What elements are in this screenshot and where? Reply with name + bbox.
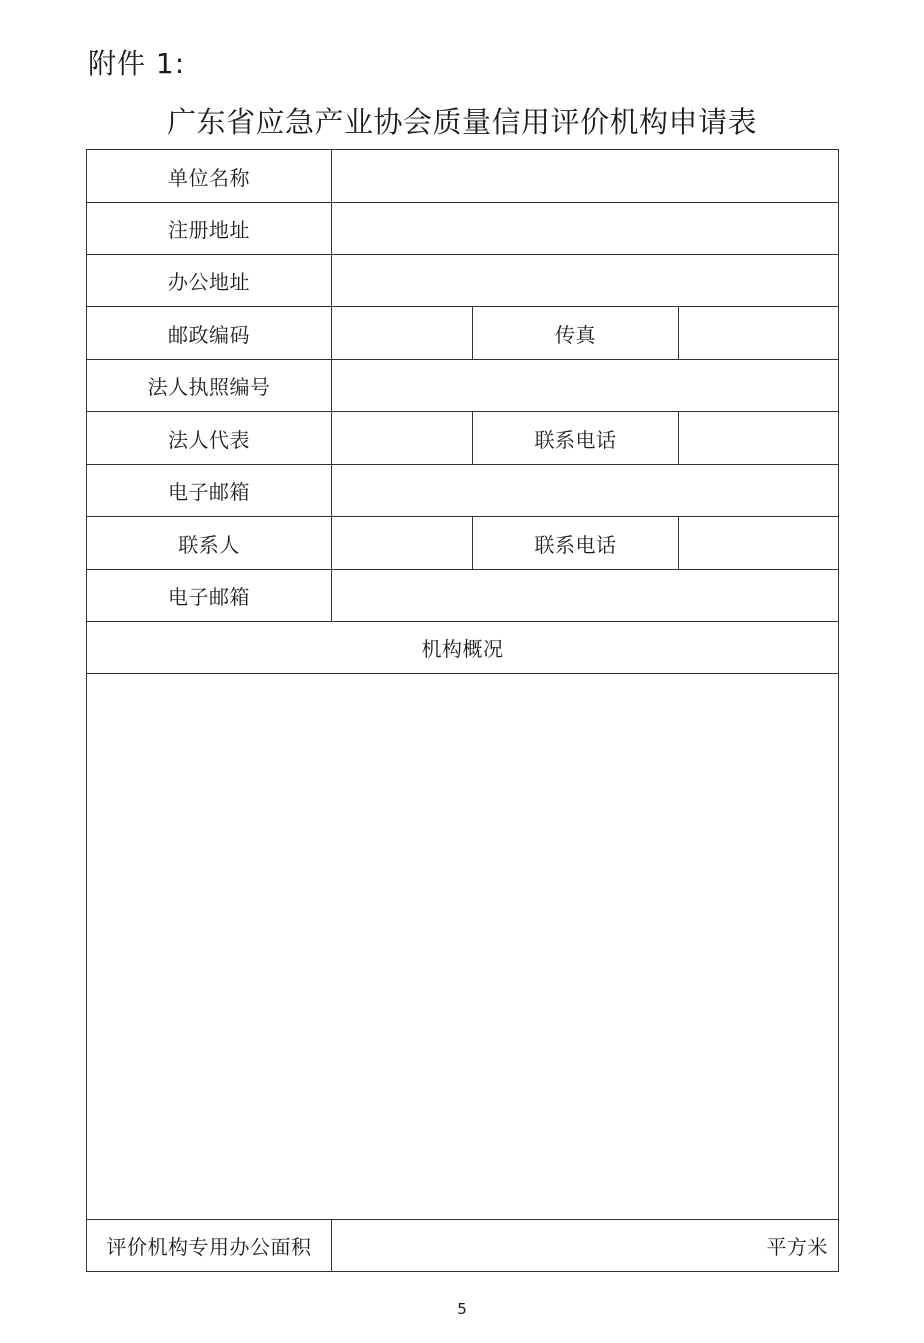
row-overview-heading: [87, 621, 838, 674]
contact-person-label: 联系人: [87, 517, 332, 569]
row-license-number: [87, 359, 838, 412]
unit-name-label: 单位名称: [87, 150, 332, 202]
unit-name-field[interactable]: [332, 150, 838, 202]
legal-rep-phone-label: 联系电话: [473, 412, 679, 464]
row-legal-rep: [87, 412, 838, 465]
attachment-label: 附件 1:: [88, 47, 186, 80]
postal-code-field[interactable]: [332, 307, 473, 359]
office-area-unit: 平方米: [766, 1235, 828, 1259]
registered-address-label: 注册地址: [87, 202, 332, 254]
row-postal-fax: [87, 307, 838, 360]
form-title: 广东省应急产业协会质量信用评价机构申请表: [166, 105, 757, 139]
license-number-label: 法人执照编号: [87, 359, 332, 411]
overview-heading: 机构概况: [421, 636, 504, 661]
office-address-label: 办公地址: [87, 254, 332, 306]
application-form-table: [86, 149, 839, 1272]
row-contact-email: [87, 569, 838, 622]
row-office-address: [87, 254, 838, 307]
overview-text-area[interactable]: [87, 674, 838, 1220]
registered-address-field[interactable]: [332, 202, 838, 254]
fax-field[interactable]: [679, 307, 838, 359]
license-number-field[interactable]: [332, 359, 838, 411]
contact-email-field[interactable]: [332, 569, 838, 621]
legal-rep-email-field[interactable]: [332, 464, 838, 516]
contact-person-field[interactable]: [332, 517, 473, 569]
office-address-field[interactable]: [332, 254, 838, 306]
legal-rep-email-label: 电子邮箱: [87, 464, 332, 516]
row-unit-name: [87, 150, 838, 203]
row-contact-person: [87, 517, 838, 570]
fax-label: 传真: [473, 307, 679, 359]
office-area-label: 评价机构专用办公面积: [87, 1220, 332, 1271]
legal-rep-label: 法人代表: [87, 412, 332, 464]
contact-phone-label: 联系电话: [473, 517, 679, 569]
postal-code-label: 邮政编码: [87, 307, 332, 359]
legal-rep-phone-field[interactable]: [679, 412, 838, 464]
contact-phone-field[interactable]: [679, 517, 838, 569]
row-office-area: [87, 1220, 838, 1271]
contact-email-label: 电子邮箱: [87, 569, 332, 621]
row-legal-rep-email: [87, 464, 838, 517]
page-number: 5: [457, 1300, 467, 1318]
office-area-field[interactable]: [332, 1220, 838, 1271]
row-registered-address: [87, 202, 838, 255]
legal-rep-field[interactable]: [332, 412, 473, 464]
